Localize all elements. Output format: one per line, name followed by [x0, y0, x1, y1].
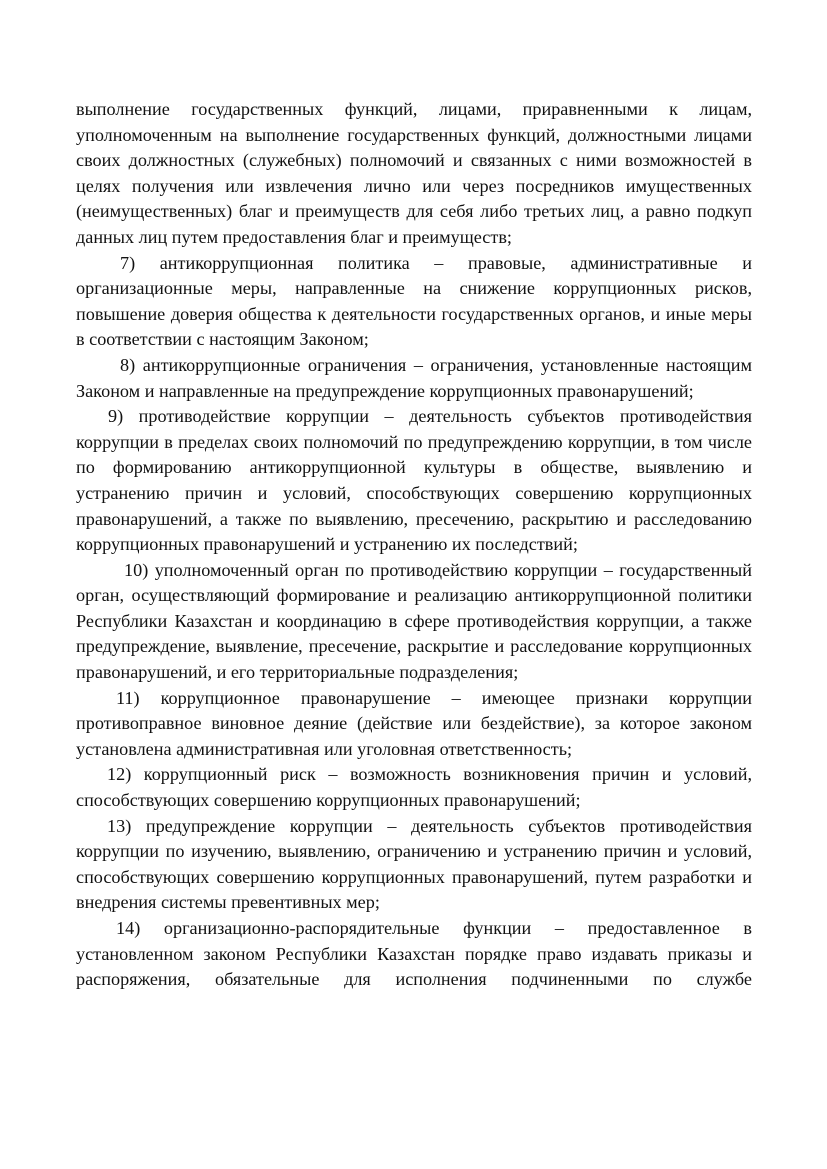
paragraph-item-12: 12) коррупционный риск – возможность возникновения причин и условий, способствующих совершению коррупционных правонарушений;	[76, 764, 752, 811]
paragraph-item-13: 13) предупреждение коррупции – деятельность субъектов противодействия коррупции по изучению, выявлению, ограничению и устранению причин и условий, способствующих совершению коррупционных правонарушений, путем разработки и внедрения системы превентивных мер;	[76, 815, 752, 913]
paragraph-item-10: 10) уполномоченный орган по противодействию коррупции – государственный орган, осуществляющий формирование и реализацию антикоррупционной политики Республики Казахстан и координацию в сфере противодействия коррупции, а также предупреждение, выявление, пресечение, раскрытие и расследование коррупционных правонарушений, и его территориальные подразделения;	[76, 559, 752, 683]
paragraph-item-11: 11) коррупционное правонарушение – имеющее признаки коррупции противоправное виновное деяние (действие или бездействие), за которое законом установлена административная или уголовная ответственность;	[76, 687, 752, 759]
paragraph-item-14: 14) организационно-распорядительные функции – предоставленное в установленном законом Республики Казахстан порядке право издавать приказы и распоряжения, обязательные для исполнения подчиненными по службе	[76, 918, 752, 990]
paragraph-item-8: 8) антикоррупционные ограничения – ограничения, установленные настоящим Законом и направленные на предупреждение коррупционных правонарушений;	[76, 354, 752, 401]
paragraph-item-9: 9) противодействие коррупции – деятельность субъектов противодействия коррупции в пределах своих полномочий по предупреждению коррупции, в том числе по формированию антикоррупционной культуры в обществе, выявлению и устранению причин и условий, способствующих совершению коррупционных правонарушений, а также по выявлению, пресечению, раскрытию и расследованию коррупционных правонарушений и устранению их последствий;	[76, 406, 752, 555]
paragraph-continuation: выполнение государственных функций, лицами, приравненными к лицам, уполномоченным на выполнение государственных функций, должностными лицами своих должностных (служебных) полномочий и связанных с ними возможностей в целях получения или извлечения лично или через посредников имущественных (неимущественных) благ и преимуществ для себя либо третьих лиц, а равно подкуп данных лиц путем предоставления благ и преимуществ;	[76, 99, 752, 247]
document-body	[76, 97, 752, 993]
paragraph-item-7: 7) антикоррупционная политика – правовые, административные и организационные меры, направленные на снижение коррупционных рисков, повышение доверия общества к деятельности государственных органов, и иные меры в соответствии с настоящим Законом;	[76, 252, 752, 350]
